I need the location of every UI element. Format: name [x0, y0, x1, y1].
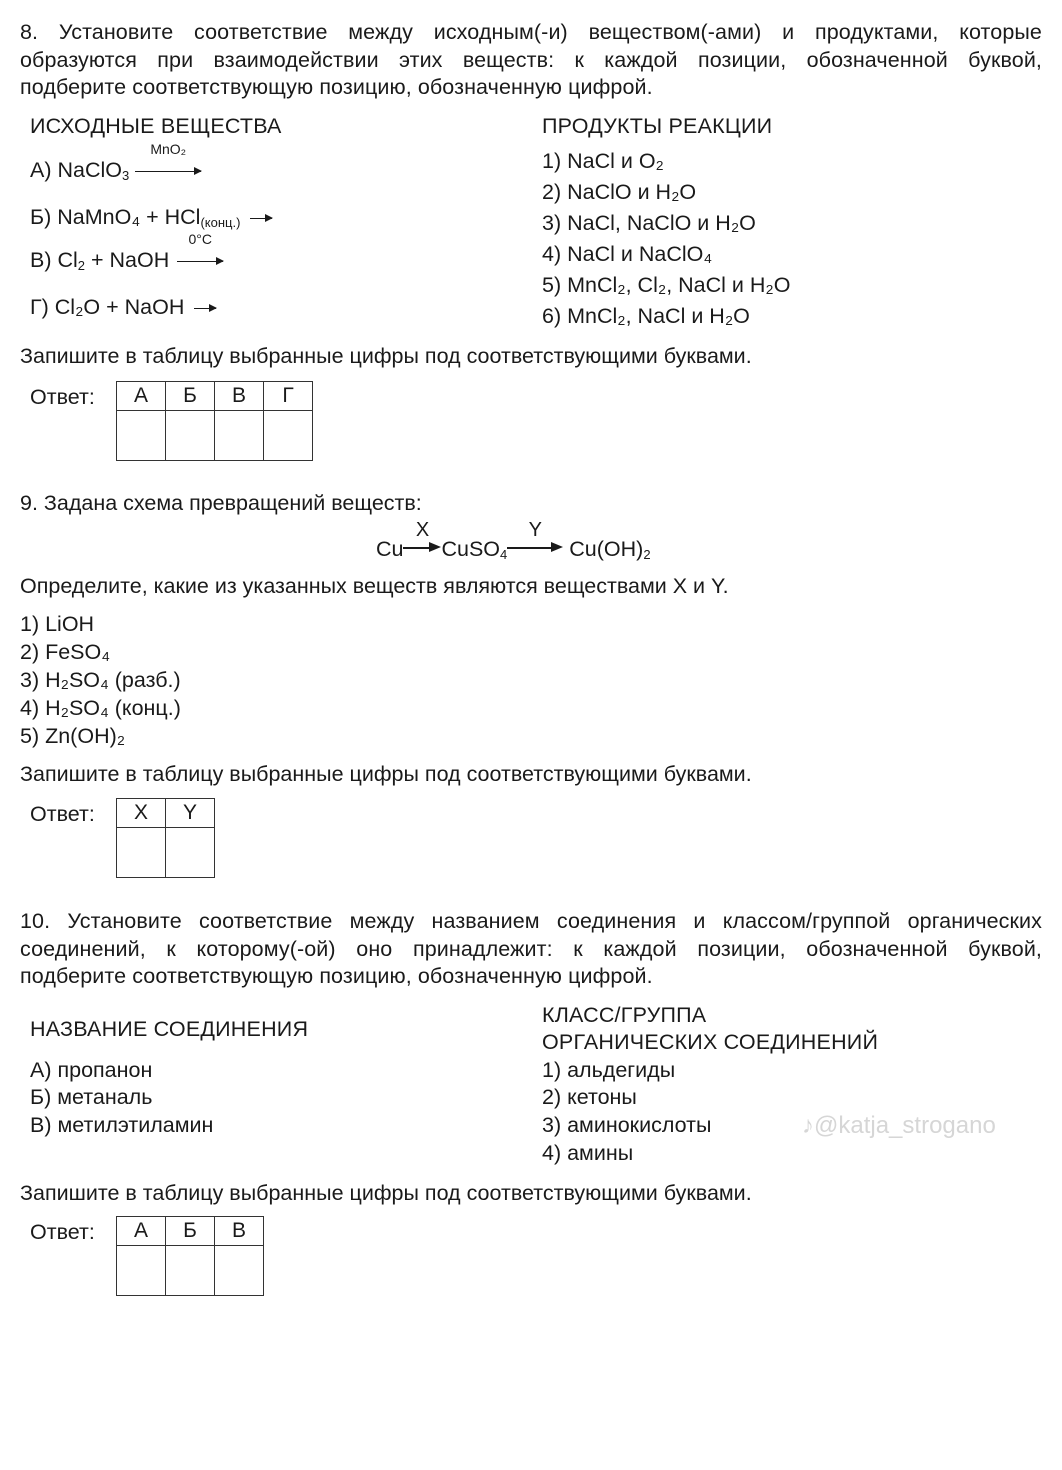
q8-right-item: 3) NaCl, NaClO и H₂O: [542, 211, 756, 235]
q10-left-item: В) метилэтиламин: [30, 1113, 214, 1137]
q10-right-header-line2: ОРГАНИЧЕСКИХ СОЕДИНЕНИЙ: [542, 1030, 879, 1054]
answer-header-cell: Y: [166, 799, 215, 828]
answer-header-cell: X: [117, 799, 166, 828]
answer-input-cell[interactable]: [166, 828, 215, 878]
q8-right-item: 6) MnCl₂, NaCl и H₂O: [542, 304, 750, 328]
q8-item-g-text: Г) Cl₂O + NaOH: [30, 295, 185, 319]
q10-text-line: соединений, к которому(-ой) оно принадлежит: к каждой позиции, обозначенной буквой,: [20, 936, 1042, 961]
q8-item-v-text: В) Cl: [30, 248, 78, 272]
arrow-temperature-label: 0°C: [188, 231, 212, 247]
q8-item-v-suffix: + NaOH: [85, 248, 170, 272]
q10-text: [20, 908, 1042, 991]
scheme-substance-cuoh2: Cu(OH): [569, 537, 644, 561]
q10-right-item: 2) кетоны: [542, 1085, 637, 1109]
answer-header-cell: В: [215, 382, 264, 411]
q9-text: 9. Задана схема превращений веществ:: [20, 491, 422, 515]
q9-question: Определите, какие из указанных веществ являются веществами X и Y.: [20, 574, 729, 598]
q9-option: 3) H₂SO₄ (разб.): [20, 668, 181, 692]
q9-answer-label: Ответ:: [30, 802, 95, 826]
q8-answer-label: Ответ:: [30, 385, 95, 409]
arrow-catalyst-label: MnO₂: [150, 141, 187, 157]
scheme-label-y: Y: [528, 519, 542, 541]
q8-left-item-a: [30, 141, 201, 183]
q10-answer-table: [116, 1216, 264, 1296]
q8-item-b-text: Б) NaMnO₄ + HCl: [30, 205, 201, 229]
q8-right-header: ПРОДУКТЫ РЕАКЦИИ: [542, 114, 773, 138]
q8-text: [20, 19, 1042, 102]
reaction-arrow: [250, 205, 272, 230]
q9-option: 5) Zn(OH)₂: [20, 724, 126, 748]
q8-left-item-v: [30, 231, 223, 273]
answer-input-cell[interactable]: [117, 828, 166, 878]
answer-input-cell[interactable]: [117, 411, 166, 461]
scheme-substance-cuso4: CuSO: [441, 537, 501, 561]
answer-input-cell[interactable]: [117, 1246, 166, 1296]
reaction-arrow: [135, 141, 201, 183]
scheme-substance-cu: Cu: [376, 537, 404, 561]
answer-input-cell[interactable]: [166, 411, 215, 461]
q8-item-a-sub: 3: [121, 168, 130, 183]
q8-item-a-text: А) NaClO: [30, 158, 122, 182]
q10-right-item: 1) альдегиды: [542, 1058, 676, 1082]
q8-instruction: Запишите в таблицу выбранные цифры под соответствующими буквами.: [20, 344, 752, 368]
q8-text-line: подберите соответствующую позицию, обозначенную цифрой.: [20, 75, 653, 99]
q8-left-item-g: [30, 295, 216, 320]
answer-header-cell: Б: [166, 382, 215, 411]
q8-text-line: 8. Установите соответствие между исходным(-и) веществом(-ами) и продуктами, которые: [20, 20, 1042, 44]
watermark: ♪@katja_strogano: [802, 1112, 996, 1139]
q9-scheme: [376, 519, 651, 562]
scheme-arrow: [403, 519, 441, 554]
q8-answer-table: [116, 381, 313, 461]
answer-header-cell: В: [215, 1217, 264, 1246]
q8-item-v-sub: 2: [77, 258, 86, 273]
q10-left-item: А) пропанон: [30, 1058, 153, 1082]
scheme-sub: 2: [643, 547, 651, 562]
q8-right-item: 5) MnCl₂, Cl₂, NaCl и H₂O: [542, 273, 791, 297]
q9-answer-table: [116, 798, 215, 878]
q8-text-line: образуются при взаимодействии этих веществ: к каждой позиции, обозначенной буквой,: [20, 47, 1042, 72]
q8-item-b-sub: (конц.): [200, 215, 241, 230]
q10-instruction: Запишите в таблицу выбранные цифры под соответствующими буквами.: [20, 1181, 752, 1205]
answer-input-cell[interactable]: [264, 411, 313, 461]
answer-header-cell: Б: [166, 1217, 215, 1246]
q10-text-line: 10. Установите соответствие между названием соединения и классом/группой органических: [20, 909, 1042, 933]
q8-right-item: 1) NaCl и O₂: [542, 149, 664, 173]
reaction-arrow: [194, 295, 216, 320]
scheme-label-x: X: [415, 519, 430, 541]
q10-text-line: подберите соответствующую позицию, обозначенную цифрой.: [20, 964, 653, 988]
answer-header-cell: А: [117, 382, 166, 411]
q10-right-header-line1: КЛАСС/ГРУППА: [542, 1003, 707, 1027]
answer-input-cell[interactable]: [215, 1246, 264, 1296]
q8-left-item-b: [30, 205, 272, 230]
q10-left-header: НАЗВАНИЕ СОЕДИНЕНИЯ: [30, 1017, 309, 1041]
q8-right-item: 2) NaClO и H₂O: [542, 180, 697, 204]
answer-header-cell: А: [117, 1217, 166, 1246]
q8-right-item: 4) NaCl и NaClO₄: [542, 242, 713, 266]
scheme-arrow: [507, 519, 563, 554]
reaction-arrow: [177, 231, 223, 273]
q8-left-header: ИСХОДНЫЕ ВЕЩЕСТВА: [30, 114, 282, 138]
q9-instruction: Запишите в таблицу выбранные цифры под соответствующими буквами.: [20, 762, 752, 786]
q10-left-item: Б) метаналь: [30, 1085, 153, 1109]
q10-right-item: 4) амины: [542, 1141, 634, 1165]
q9-option: 4) H₂SO₄ (конц.): [20, 696, 181, 720]
q9-option: 2) FeSO₄: [20, 640, 111, 664]
answer-input-cell[interactable]: [166, 1246, 215, 1296]
answer-header-cell: Г: [264, 382, 313, 411]
answer-input-cell[interactable]: [215, 411, 264, 461]
scheme-sub: 4: [500, 547, 508, 562]
q10-answer-label: Ответ:: [30, 1220, 95, 1244]
q10-right-item: 3) аминокислоты: [542, 1113, 712, 1137]
q9-option: 1) LiOH: [20, 612, 95, 636]
